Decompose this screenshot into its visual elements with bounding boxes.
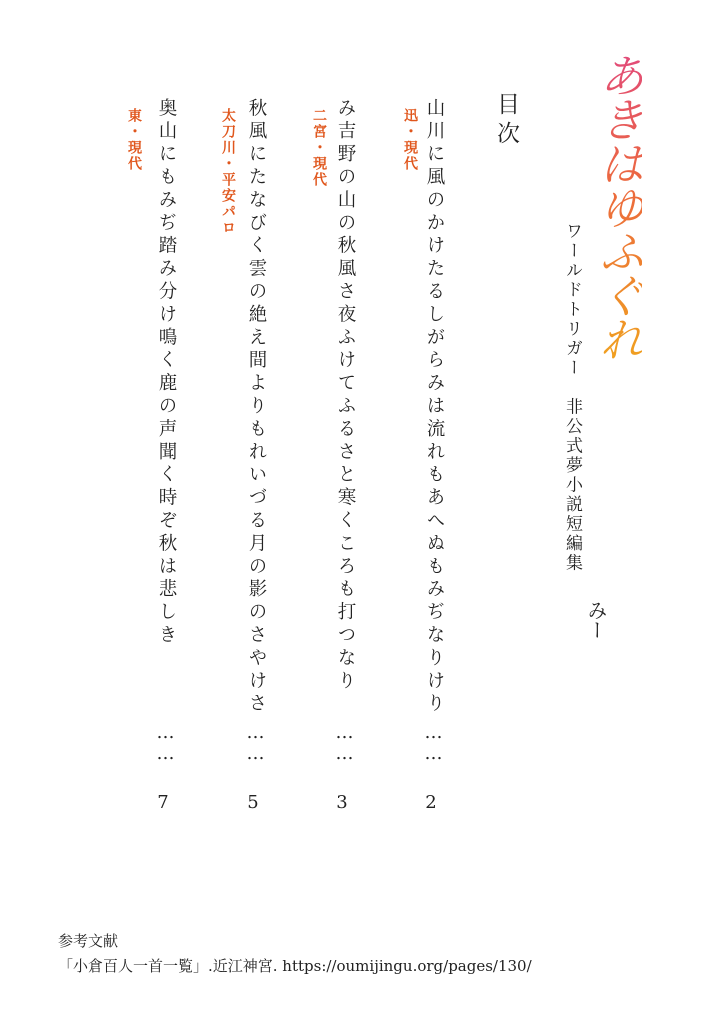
toc-entry-1-dots: ……	[423, 722, 444, 764]
toc-entry-4-tag: 東・現代	[126, 108, 142, 172]
toc-entry-4-poem[interactable]: 奥山にもみぢ踏み分け鳴く鹿の声聞く時ぞ秋は悲しき	[156, 98, 177, 648]
toc-entry-2-tag: 二宮・現代	[311, 108, 327, 188]
toc-entry-3-dots: ……	[245, 722, 266, 764]
references-text: 「小倉百人一首一覧」.近江神宮. https://oumijingu.org/pages/130/	[58, 957, 532, 975]
toc-entry-1-page[interactable]: 2	[425, 792, 437, 813]
author-name: みー	[584, 600, 608, 640]
book-subtitle: ワールドトリガー 非公式夢小説短編集	[562, 222, 582, 573]
book-title: あきはゆふぐれ	[592, 52, 646, 360]
toc-entry-2-poem[interactable]: み吉野の山の秋風さ夜ふけてふるさと寒くころも打つなり	[335, 98, 356, 694]
toc-entry-3-tag: 太刀川・平安パロ	[220, 108, 236, 236]
toc-heading: 目次	[493, 92, 519, 150]
toc-entry-1-poem[interactable]: 山川に風のかけたるしがらみは流れもあへぬもみぢなりけり	[424, 98, 445, 717]
toc-entry-3-poem[interactable]: 秋風にたなびく雲の絶え間よりもれいづる月の影のさやけさ	[246, 98, 267, 717]
toc-entry-1-tag: 迅・現代	[402, 108, 418, 172]
references-heading: 参考文献	[58, 932, 119, 950]
toc-entry-4-page[interactable]: 7	[157, 792, 169, 813]
toc-entry-2-dots: ……	[334, 722, 355, 764]
toc-entry-3-page[interactable]: 5	[247, 792, 259, 813]
toc-entry-2-page[interactable]: 3	[336, 792, 348, 813]
toc-entry-4-dots: ……	[155, 722, 176, 764]
